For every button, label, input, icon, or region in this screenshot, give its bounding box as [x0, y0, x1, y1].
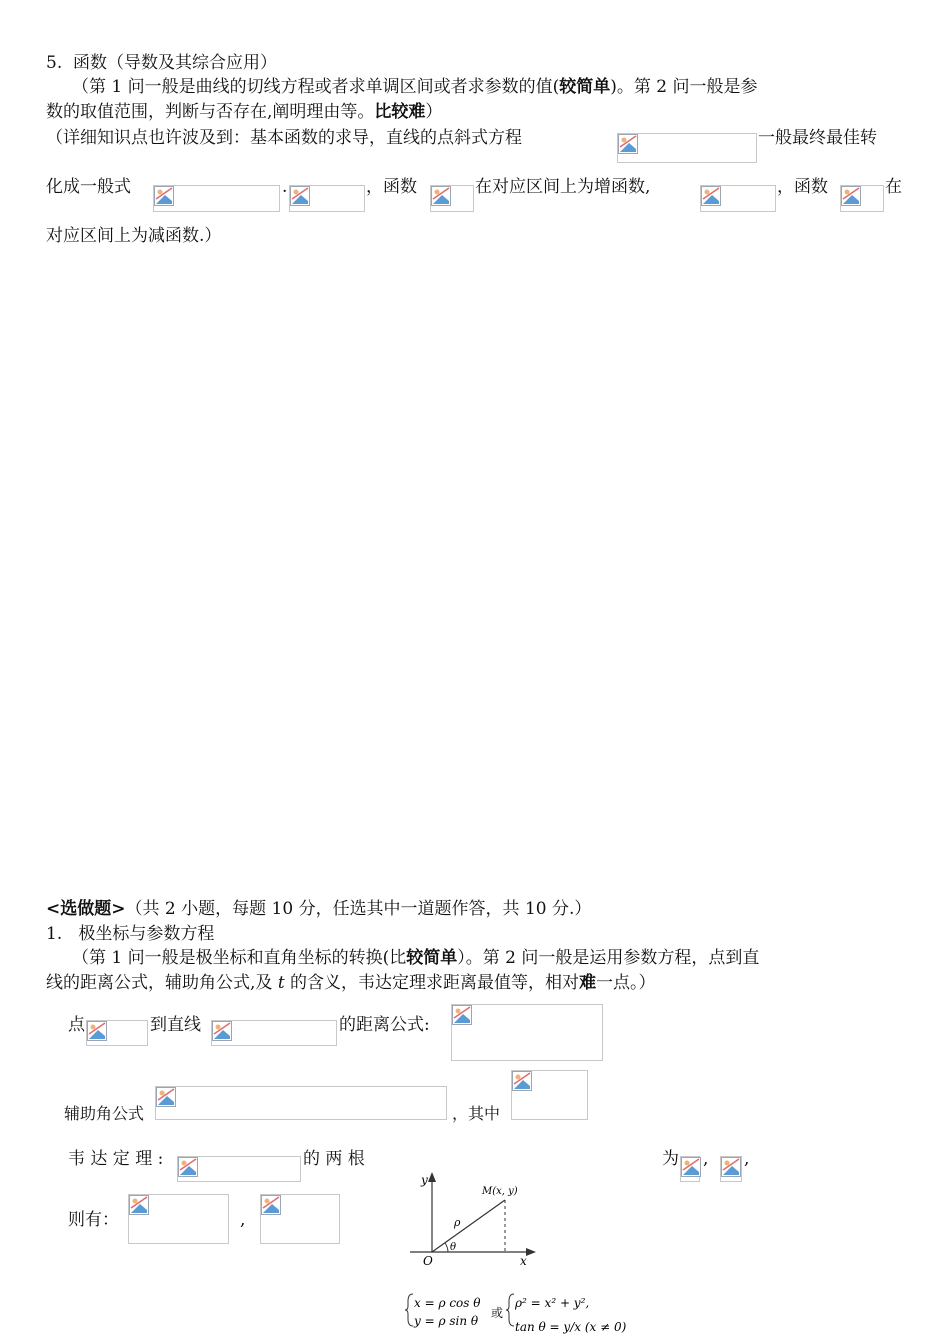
text: ）: [425, 102, 443, 122]
eq1-line1: x = ρ cos θ: [414, 1296, 481, 1310]
y-axis-arrow: [428, 1172, 436, 1182]
point-m-label: M(x, y): [482, 1186, 518, 1197]
section5-para2-line2b: ，函数: [366, 177, 417, 197]
math-var: t: [277, 973, 285, 993]
broken-image-icon: [87, 1021, 107, 1041]
broken-image-icon: [129, 1195, 149, 1215]
x-axis-label: x: [520, 1254, 527, 1268]
text-bold: <选做题>: [46, 899, 126, 919]
text-bold: 比较难: [374, 102, 426, 122]
left-brace: [405, 1294, 413, 1326]
where-label: ，其中: [452, 1104, 501, 1123]
eq2-line1: ρ² = x² + y²,: [515, 1296, 590, 1310]
section5-para2-line1a: （详细知识点也许波及到：基本函数的求导，直线的点斜式方程: [46, 128, 522, 148]
theta-arc: [445, 1243, 448, 1252]
elective-para-line2: [46, 972, 656, 994]
broken-image-icon: [431, 186, 451, 206]
broken-image-icon: [681, 1157, 701, 1177]
origin-label: O: [423, 1254, 433, 1268]
right-brace: [506, 1294, 514, 1326]
then-have-label: 则有：: [68, 1210, 119, 1230]
formula-image: [700, 185, 776, 212]
broken-image-icon: [512, 1071, 532, 1091]
section5-para2-line3: 对应区间上为减函数.）: [46, 226, 222, 246]
broken-image-icon: [841, 186, 861, 206]
text-bold: 较简单: [406, 948, 458, 968]
to-line-label: 到直线: [150, 1015, 201, 1035]
formula-image: [289, 185, 365, 212]
text: 数的取值范围，判断与否存在,阐明理由等。: [46, 102, 375, 122]
section5-para2-line1b: 一般最终最佳转: [758, 128, 877, 148]
section5-para2-line2e: 在: [885, 177, 902, 197]
eq1-line2: y = ρ sin θ: [414, 1314, 479, 1328]
section5-para2-line2d: ，函数: [777, 177, 828, 197]
broken-image-icon: [156, 1087, 176, 1107]
text: 的含义，韦达定理求距离最值等，相对: [284, 973, 580, 993]
comma: ,: [240, 1210, 246, 1230]
theta-label: θ: [450, 1242, 457, 1253]
rho-label: ρ: [454, 1216, 461, 1229]
broken-image-icon: [618, 134, 638, 154]
broken-image-icon: [290, 186, 310, 206]
broken-image-icon: [154, 186, 174, 206]
elective-item1-title: 1. 极坐标与参数方程: [46, 924, 215, 944]
formula-image: [153, 185, 280, 212]
section5-para2-line2c: 在对应区间上为增函数,: [475, 177, 651, 197]
text-bold: 较简单: [559, 77, 611, 97]
vieta-label: 韦 达 定 理 :: [68, 1149, 164, 1169]
as-label: 为: [662, 1149, 679, 1169]
formula-image: [260, 1194, 340, 1244]
formula-image: [128, 1194, 229, 1244]
text: （共 2 小题，每题 10 分，任选其中一道题作答，共 10 分.）: [125, 899, 592, 919]
two-roots-label: 的 两 根: [303, 1149, 365, 1169]
distance-formula-label: 的距离公式:: [339, 1015, 430, 1035]
x-axis-arrow: [526, 1248, 536, 1256]
formula-image: [720, 1156, 742, 1182]
formula-image: [177, 1156, 301, 1182]
text: （第 1 问一般是极坐标和直角坐标的转换(比: [72, 948, 407, 968]
dot: .: [282, 177, 288, 197]
text: 线的距离公式，辅助角公式,及: [46, 973, 278, 993]
formula-image: [680, 1156, 700, 1182]
text: 一点。）: [596, 973, 656, 993]
broken-image-icon: [261, 1195, 281, 1215]
broken-image-icon: [212, 1021, 232, 1041]
formula-image: [430, 185, 474, 212]
comma: ,: [744, 1149, 750, 1169]
text: )。第 2 问一般是参: [610, 77, 758, 97]
polar-coordinate-figure: [400, 1168, 640, 1343]
aux-angle-label: 辅助角公式: [64, 1104, 145, 1123]
comma: ,: [703, 1149, 709, 1169]
y-axis-label: y: [421, 1173, 428, 1187]
or-label: 或: [491, 1306, 504, 1320]
formula-image: [86, 1020, 148, 1046]
broken-image-icon: [721, 1157, 741, 1177]
rho-segment: [432, 1200, 505, 1252]
formula-image: [451, 1004, 603, 1061]
text-bold: 难: [579, 973, 597, 993]
section5-para2-line2a: 化成一般式: [46, 177, 131, 197]
eq2-line2: tan θ = y/x (x ≠ 0): [515, 1320, 627, 1334]
broken-image-icon: [178, 1157, 198, 1177]
elective-heading: [46, 898, 591, 920]
text: （第 1 问一般是曲线的切线方程或者求单调区间或者求参数的值(: [72, 77, 560, 97]
section5-heading: 5. 函数（导数及其综合应用）: [46, 53, 278, 73]
point-label: 点: [68, 1015, 85, 1035]
section5-para1-line2: [46, 101, 442, 123]
broken-image-icon: [701, 186, 721, 206]
elective-para-line1: [72, 947, 759, 969]
formula-image: [840, 185, 884, 212]
formula-image: [155, 1086, 447, 1120]
section5-para1-line1: [72, 76, 758, 98]
formula-image: [511, 1070, 588, 1120]
formula-image: [617, 133, 757, 163]
broken-image-icon: [452, 1005, 472, 1025]
formula-image: [211, 1020, 337, 1046]
text: ）。第 2 问一般是运用参数方程，点到直: [457, 948, 760, 968]
